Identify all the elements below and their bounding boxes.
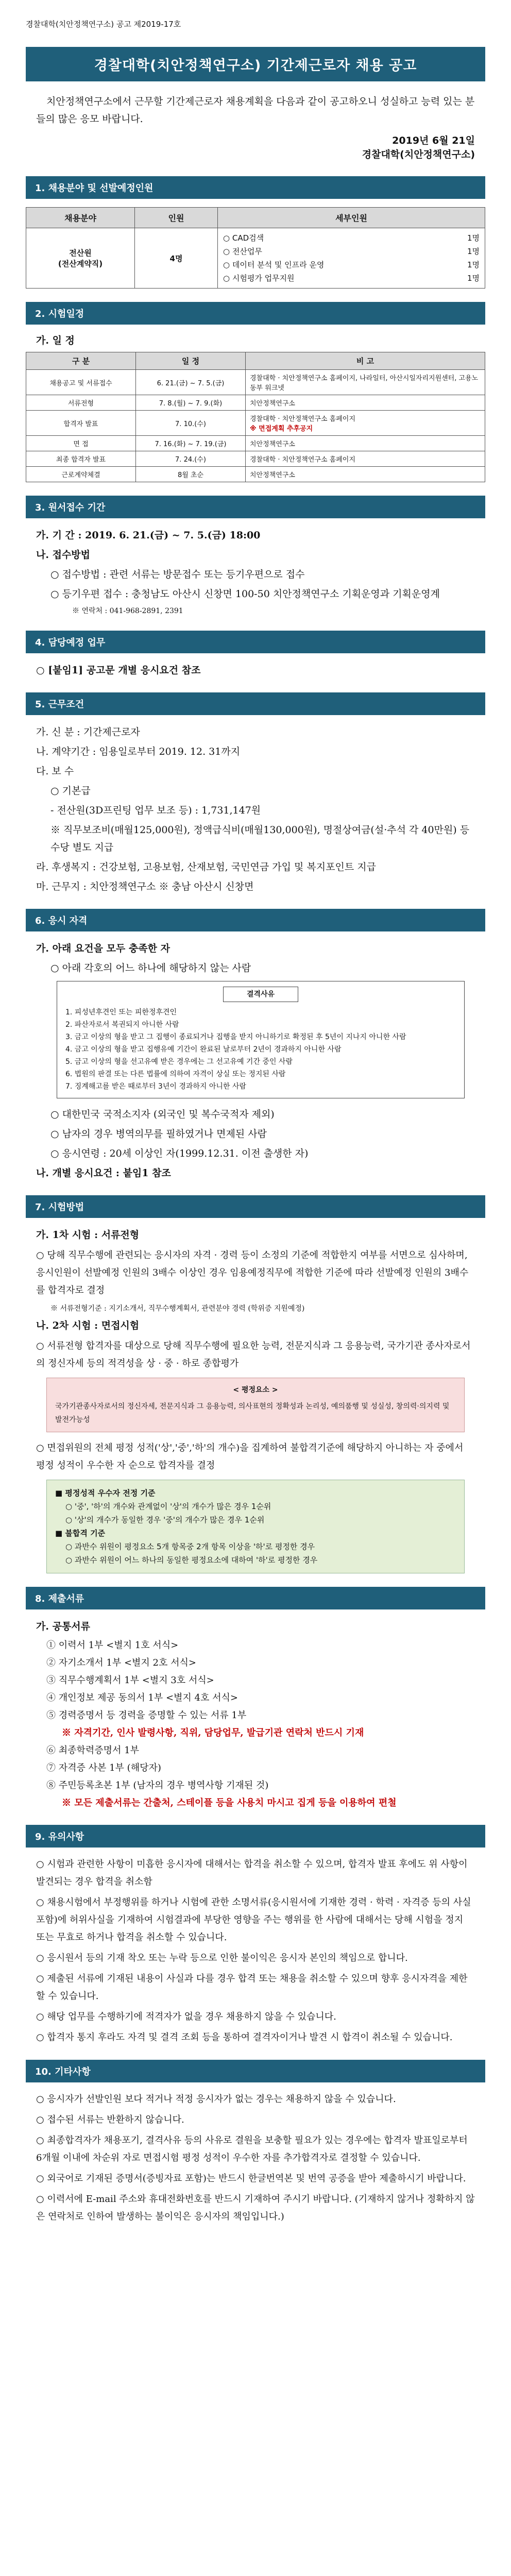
table-row xyxy=(26,395,485,411)
exam-second-result: ○ 면접위원의 전체 평정 성적('상','중','하'의 개수)을 집계하여 불합격기준에 해당하지 아니하는 자 중에서 평정 성적이 우수한 자 순으로 합격자를 결정 xyxy=(36,1443,464,1471)
notice-number: 경찰대학(치안정책연구소) 공고 제2019-17호 xyxy=(26,20,181,29)
schedule-subtitle: 가. 일 정 xyxy=(36,335,75,346)
schedule-cell: 치안정책연구소 xyxy=(246,395,485,411)
section-7-header: 7. 시험방법 xyxy=(26,1195,485,1218)
table-row xyxy=(26,411,485,436)
recruit-duties xyxy=(218,228,485,289)
condition-status: 가. 신 분 : 기간제근로자 xyxy=(36,726,140,738)
documents-common: 가. 공통서류 xyxy=(36,1621,90,1632)
list-item: ① 이력서 1부 <별지 1호 서식> xyxy=(46,1640,179,1651)
list-item: 3. 금고 이상의 형을 받고 그 집행이 종료되거나 집행을 받지 아니하기로 확정된 후 5년이 지나지 아니한 사람 xyxy=(65,1033,406,1041)
list-item: ○ 최종합격자가 채용포기, 결격사유 등의 사유로 결원을 보충할 필요가 있는 경우에는 합격자 발표일로부터 6개월 이내에 차순위 자로 면접시험 평정 성적이 우수한 자를 추가합격자로 결정할 수 있습니다. xyxy=(36,2135,468,2163)
section-10-header: 10. 기타사항 xyxy=(26,2060,485,2082)
list-item: 6. 법원의 판결 또는 다른 법률에 의하여 자격이 상실 또는 정지된 사람 xyxy=(65,1070,286,1078)
duty-count: 1명 xyxy=(467,260,480,269)
schedule-cell: 경찰대학 · 치안정책연구소 홈페이지, 나라일터, 아산시일자리지원센터, 고용노동부 워크넷 xyxy=(246,370,485,395)
duty-count: 1명 xyxy=(467,233,480,243)
duty-name: ○ 데이터 분석 및 인프라 운영 xyxy=(223,260,325,269)
list-item: ○ 시험과 관련한 사항이 미흡한 응시자에 대해서는 합격을 취소할 수 있으며, 합격자 발표 후에도 위 사항이 발견되는 경우 합격을 취소함 xyxy=(36,1859,468,1887)
schedule-cell: 치안정책연구소 xyxy=(246,467,485,482)
qual-a1: ○ 아래 각호의 어느 하나에 해당하지 않는 사람 xyxy=(50,962,251,974)
list-item: ③ 직무수행계획서 1부 <별지 3호 서식> xyxy=(46,1675,214,1686)
duty-name: ○ 시험평가 업무지원 xyxy=(223,274,295,283)
disqualification-box xyxy=(57,981,465,1098)
exam-first-note: ※ 서류전형기준 : 지기소개서, 직무수행계획서, 관련분야 경력 (학위증 지원예정) xyxy=(50,1304,305,1313)
list-item: ■ 평정성적 우수자 전정 기준 xyxy=(55,1488,156,1498)
condition-welfare: 라. 후생복지 : 건강보험, 고용보험, 산재보험, 국민연금 가입 및 복지포인트 지급 xyxy=(36,861,376,873)
section-5-header: 5. 근무조건 xyxy=(26,692,485,715)
list-item: 2. 파산자로서 복권되지 아니한 사람 xyxy=(65,1021,179,1029)
section-4-header: 4. 담당예정 업무 xyxy=(26,631,485,653)
schedule-cell: 8월 초순 xyxy=(136,467,246,482)
documents-note-2: ※ 모든 제출서류는 간출처, 스테이플 등을 사용치 마시고 집게 등을 이용하여 편철 xyxy=(62,1798,397,1808)
apply-period-value: 2019. 6. 21.(금) ~ 7. 5.(금) 18:00 xyxy=(85,530,261,541)
table-row xyxy=(26,436,485,451)
exam-second: 나. 2차 시험 : 면접시험 xyxy=(36,1320,140,1331)
qual-a2: ○ 대한민국 국적소지자 (외국인 및 복수국적자 제외) xyxy=(50,1109,275,1120)
schedule-header-type: 구 분 xyxy=(26,352,136,370)
qual-a4: ○ 응시연령 : 20세 이상인 자(1999.12.31. 이전 출생한 자) xyxy=(50,1148,309,1159)
duty-count: 1명 xyxy=(467,247,480,256)
schedule-cell: 서류전형 xyxy=(26,395,136,411)
condition-pay: 다. 보 수 xyxy=(36,766,74,777)
section-9-header: 9. 유의사항 xyxy=(26,1825,485,1848)
list-item: 1. 피성년후견인 또는 피한정후견인 xyxy=(65,1008,177,1016)
page-title: 경찰대학(치안정책연구소) 기간제근로자 채용 공고 xyxy=(26,47,485,81)
list-item: ○ 과반수 위원이 어느 하나의 동일한 평정요소에 대하여 '하'로 평정한 경우 xyxy=(65,1555,318,1565)
list-item: ○ 채용시험에서 부정행위를 하거나 시험에 관한 소명서류(응시원서에 기재한 경력 · 학력 · 자격증 등의 사실 포함)에 허위사실을 기재하여 시험결과에 부당한 영향을 주는 행위를 한 사람에 대해서는 당해 시험을 정지 또는 무효로 하거나 합격을 취소할 수 있습니다. xyxy=(36,1897,471,1943)
schedule-header-date: 일 정 xyxy=(136,352,246,370)
apply-method-1: ○ 접수방법 : 관련 서류는 방문접수 또는 등기우편으로 접수 xyxy=(50,569,305,580)
apply-contact: ※ 연락처 : 041-968-2891, 2391 xyxy=(72,607,183,615)
schedule-cell: 7. 8.(월) ~ 7. 9.(화) xyxy=(136,395,246,411)
duties-text: ○ [붙임1] 공고문 개별 응시요건 참조 xyxy=(36,665,201,676)
schedule-cell: 6. 21.(금) ~ 7. 5.(금) xyxy=(136,370,246,395)
schedule-table xyxy=(26,352,485,482)
notice-date: 2019년 6월 21일 xyxy=(392,135,475,146)
table-row xyxy=(26,467,485,482)
apply-period-label: 가. 기 간 : xyxy=(36,530,82,541)
schedule-red-note: ※ 면접계획 추후공지 xyxy=(250,425,313,433)
condition-location: 마. 근무지 : 치안정책연구소 ※ 충남 아산시 신창면 xyxy=(36,881,254,892)
duty-name: ○ 전산업무 xyxy=(223,247,262,256)
apply-method-2: ○ 등기우편 접수 : 충청남도 아산시 신창면 100-50 치안정책연구소 기획운영과 기획운영계 xyxy=(50,588,440,600)
list-item: ○ 해당 업무를 수행하기에 적격자가 없을 경우 채용하지 않을 수 있습니다. xyxy=(36,2011,336,2022)
condition-base-pay-amount: - 전산원(3D프린팅 업무 보조 등) : 1,731,147원 xyxy=(50,805,261,816)
section-3-header: 3. 원서접수 기간 xyxy=(26,496,485,518)
schedule-cell: 채용공고 및 서류접수 xyxy=(26,370,136,395)
list-item: ○ 제출된 서류에 기재된 내용이 사실과 다를 경우 합격 또는 채용을 취소할 수 있으며 향후 응시자격을 제한할 수 있습니다. xyxy=(36,1973,468,2002)
duty-count: 1명 xyxy=(467,274,480,283)
list-item: ○ 과반수 위원이 평정요소 5개 항목중 2개 항목 이상을 '하'로 평정한 경우 xyxy=(65,1542,315,1551)
condition-base-pay: ○ 기본급 xyxy=(50,785,91,796)
apply-method-label: 나. 접수방법 xyxy=(36,549,90,561)
criteria-box xyxy=(46,1480,465,1573)
documents-note-1: ※ 자격기간, 인사 발령사항, 직위, 담당업무, 발급기관 연락처 반드시 기재 xyxy=(62,1727,364,1738)
recruit-field: 전산원 (전산계약직) xyxy=(26,228,135,289)
evaluation-title: < 평정요소 > xyxy=(233,1386,278,1394)
notice-org: 경찰대학(치안정책연구소) xyxy=(362,149,475,160)
section-6-header: 6. 응시 자격 xyxy=(26,909,485,931)
schedule-cell: 최종 합격자 발표 xyxy=(26,451,136,467)
schedule-cell: 합격자 발표 xyxy=(26,411,136,436)
schedule-cell: 면 접 xyxy=(26,436,136,451)
table-row xyxy=(26,451,485,467)
schedule-cell: 7. 10.(수) xyxy=(136,411,246,436)
exam-second-text: ○ 서류전형 합격자를 대상으로 당해 직무수행에 필요한 능력, 전문지식과 그 응용능력, 국가기관 종사자로서의 정신자세 등의 적격성을 상 · 중 · 하로 종합평가 xyxy=(36,1341,471,1369)
recruit-header-detail: 세부인원 xyxy=(218,208,485,228)
recruit-table xyxy=(26,207,485,289)
schedule-cell: 7. 24.(수) xyxy=(136,451,246,467)
list-item: ○ 접수된 서류는 반환하지 않습니다. xyxy=(36,2114,184,2125)
table-row xyxy=(26,370,485,395)
schedule-note: 경찰대학 · 치안정책연구소 홈페이지 xyxy=(250,415,355,423)
intro-text: 치안정책연구소에서 근무할 기간제근로자 채용계획을 다음과 같이 공고하오니 성실하고 능력 있는 분들의 많은 응모 바랍니다. xyxy=(36,96,475,125)
list-item: ○ 외국어로 기재된 증명서(증빙자료 포함)는 반드시 한글번역본 및 번역 공증을 받아 제출하시기 바랍니다. xyxy=(36,2173,466,2184)
list-item: ○ '상'의 개수가 동일한 경우 '중'의 개수가 많은 경우 1순위 xyxy=(65,1515,265,1524)
recruit-header-count: 인원 xyxy=(135,208,218,228)
condition-period: 나. 계약기간 : 임용일로부터 2019. 12. 31까지 xyxy=(36,746,241,757)
apply-period xyxy=(36,527,475,544)
list-item: ○ 합격자 통지 후라도 자격 및 결격 조회 등을 통하여 결격자이거나 발견 시 합격이 취소될 수 있습니다. xyxy=(36,2032,453,2043)
list-item: ④ 개인정보 제공 동의서 1부 <별지 4호 서식> xyxy=(46,1692,238,1703)
list-item: ○ 이력서에 E-mail 주소와 휴대전화번호를 반드시 기재하여 주시기 바랍니다. (기재하지 않거나 정확하지 않은 연락처로 인하여 발생하는 불이익은 응시자의 책임입니다.) xyxy=(36,2194,475,2222)
list-item: ⑥ 최종학력증명서 1부 xyxy=(46,1745,139,1756)
recruit-header-field: 채용분야 xyxy=(26,208,135,228)
schedule-cell: 7. 16.(화) ~ 7. 19.(금) xyxy=(136,436,246,451)
disqualification-title: 결격사유 xyxy=(223,987,298,1002)
schedule-cell xyxy=(246,411,485,436)
list-item: ○ 응시원서 등의 기재 착오 또는 누락 등으로 인한 불이익은 응시자 본인의 책임으로 합니다. xyxy=(36,1953,408,1963)
qual-a: 가. 아래 요건을 모두 충족한 자 xyxy=(36,943,170,954)
schedule-cell: 치안정책연구소 xyxy=(246,436,485,451)
list-item: 5. 금고 이상의 형을 선고유예 받은 경우에는 그 선고유예 기간 중인 사람 xyxy=(65,1058,293,1066)
evaluation-text: 국가기관종사자로서의 정신자세, 전문지식과 그 응용능력, 의사표현의 정확성과 논리성, 예의품행 및 성실성, 창의력·의지력 및 발전가능성 xyxy=(55,1402,450,1424)
duty-name: ○ CAD검색 xyxy=(223,233,264,243)
section-2-header: 2. 시험일정 xyxy=(26,302,485,325)
exam-first: 가. 1차 시험 : 서류전형 xyxy=(36,1229,140,1241)
list-item: 4. 금고 이상의 형을 받고 집행유예 기간이 완료된 날로부터 2년이 경과하지 아니한 사람 xyxy=(65,1045,342,1054)
exam-first-text: ○ 당해 직무수행에 관련되는 응시자의 자격 · 경력 등이 소정의 기준에 적합한지 여부를 서면으로 심사하며, 응시인원이 선발예정 인원의 3배수 이상인 경우 임용예정직무에 적합한 기준에 따라 선발예정 인원의 3배수를 합격자로 결정 xyxy=(36,1250,469,1296)
schedule-header-note: 비 고 xyxy=(246,352,485,370)
condition-allowance: ※ 직무보조비(매월125,000원), 정액급식비(매월130,000원), 명절상여금(설·추석 각 40만원) 등 수당 별도 지급 xyxy=(50,824,470,853)
list-item: ○ 응시자가 선발인원 보다 적거나 적정 응시자가 없는 경우는 채용하지 않을 수 있습니다. xyxy=(36,2094,396,2105)
schedule-cell: 근로계약체결 xyxy=(26,467,136,482)
qual-b: 나. 개별 응시요건 : 붙임1 참조 xyxy=(36,1167,171,1179)
section-8-header: 8. 제출서류 xyxy=(26,1587,485,1609)
list-item: 7. 징계해고를 받은 때로부터 3년이 경과하지 아니한 사람 xyxy=(65,1082,246,1091)
evaluation-box xyxy=(46,1378,465,1432)
schedule-cell: 경찰대학 · 치안정책연구소 홈페이지 xyxy=(246,451,485,467)
list-item: ○ '중', '하'의 개수와 관계없이 '상'의 개수가 많은 경우 1순위 xyxy=(65,1502,271,1511)
list-item: ⑦ 자격증 사본 1부 (해당자) xyxy=(46,1762,161,1773)
list-item: ⑤ 경력증명서 등 경력을 증명할 수 있는 서류 1부 xyxy=(46,1710,247,1721)
section-1-header: 1. 채용분야 및 선발예정인원 xyxy=(26,176,485,199)
list-item: ■ 불합격 기준 xyxy=(55,1529,106,1538)
list-item: ⑧ 주민등록초본 1부 (남자의 경우 병역사항 기재된 것) xyxy=(46,1780,269,1791)
list-item: ② 자기소개서 1부 <별지 2호 서식> xyxy=(46,1657,196,1668)
recruit-count: 4명 xyxy=(135,228,218,289)
qual-a3: ○ 남자의 경우 병역의무를 필하였거나 면제된 사람 xyxy=(50,1128,267,1140)
